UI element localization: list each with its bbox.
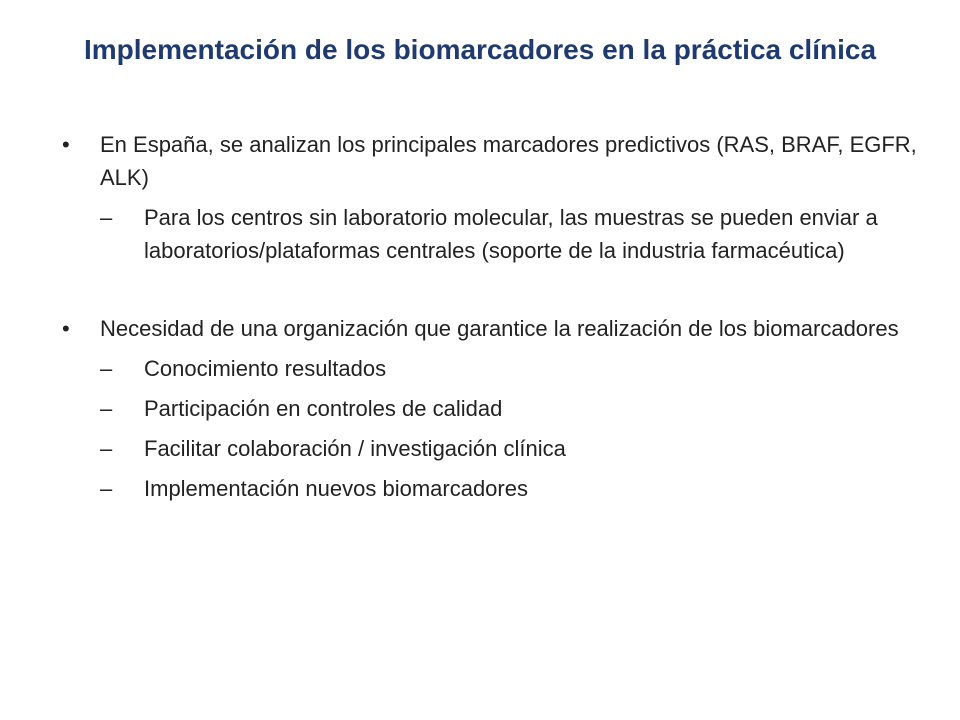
bullet-item bbox=[62, 312, 922, 345]
sub-bullet-item bbox=[62, 201, 922, 267]
dash-icon: – bbox=[100, 436, 113, 461]
slide-body bbox=[62, 128, 922, 505]
bullet-item bbox=[62, 128, 922, 194]
bullet-icon: • bbox=[62, 316, 70, 341]
bullet-text: Necesidad de una organización que garantice la realización de los biomarcadores bbox=[100, 316, 899, 341]
sub-bullet-text: Implementación nuevos biomarcadores bbox=[144, 476, 528, 501]
sub-bullet-text: Para los centros sin laboratorio molecular, las muestras se pueden enviar a laboratorios/plataformas centrales (soporte de la industria farmacéutica) bbox=[144, 205, 878, 263]
sub-bullet-item bbox=[62, 392, 922, 425]
sub-bullet-text: Conocimiento resultados bbox=[144, 356, 387, 381]
sub-bullet-item bbox=[62, 432, 922, 465]
dash-icon: – bbox=[100, 476, 113, 501]
sub-bullet-item bbox=[62, 352, 922, 385]
bullet-icon: • bbox=[62, 132, 70, 157]
sub-bullet-item bbox=[62, 472, 922, 505]
dash-icon: – bbox=[100, 356, 113, 381]
slide-title: Implementación de los biomarcadores en la práctica clínica bbox=[83, 34, 877, 65]
dash-icon: – bbox=[100, 205, 113, 230]
sub-bullet-text: Facilitar colaboración / investigación clínica bbox=[144, 436, 566, 461]
dash-icon: – bbox=[100, 396, 113, 421]
bullet-text: En España, se analizan los principales marcadores predictivos (RAS, BRAF, EGFR, ALK) bbox=[100, 132, 917, 190]
sub-bullet-text: Participación en controles de calidad bbox=[144, 396, 503, 421]
